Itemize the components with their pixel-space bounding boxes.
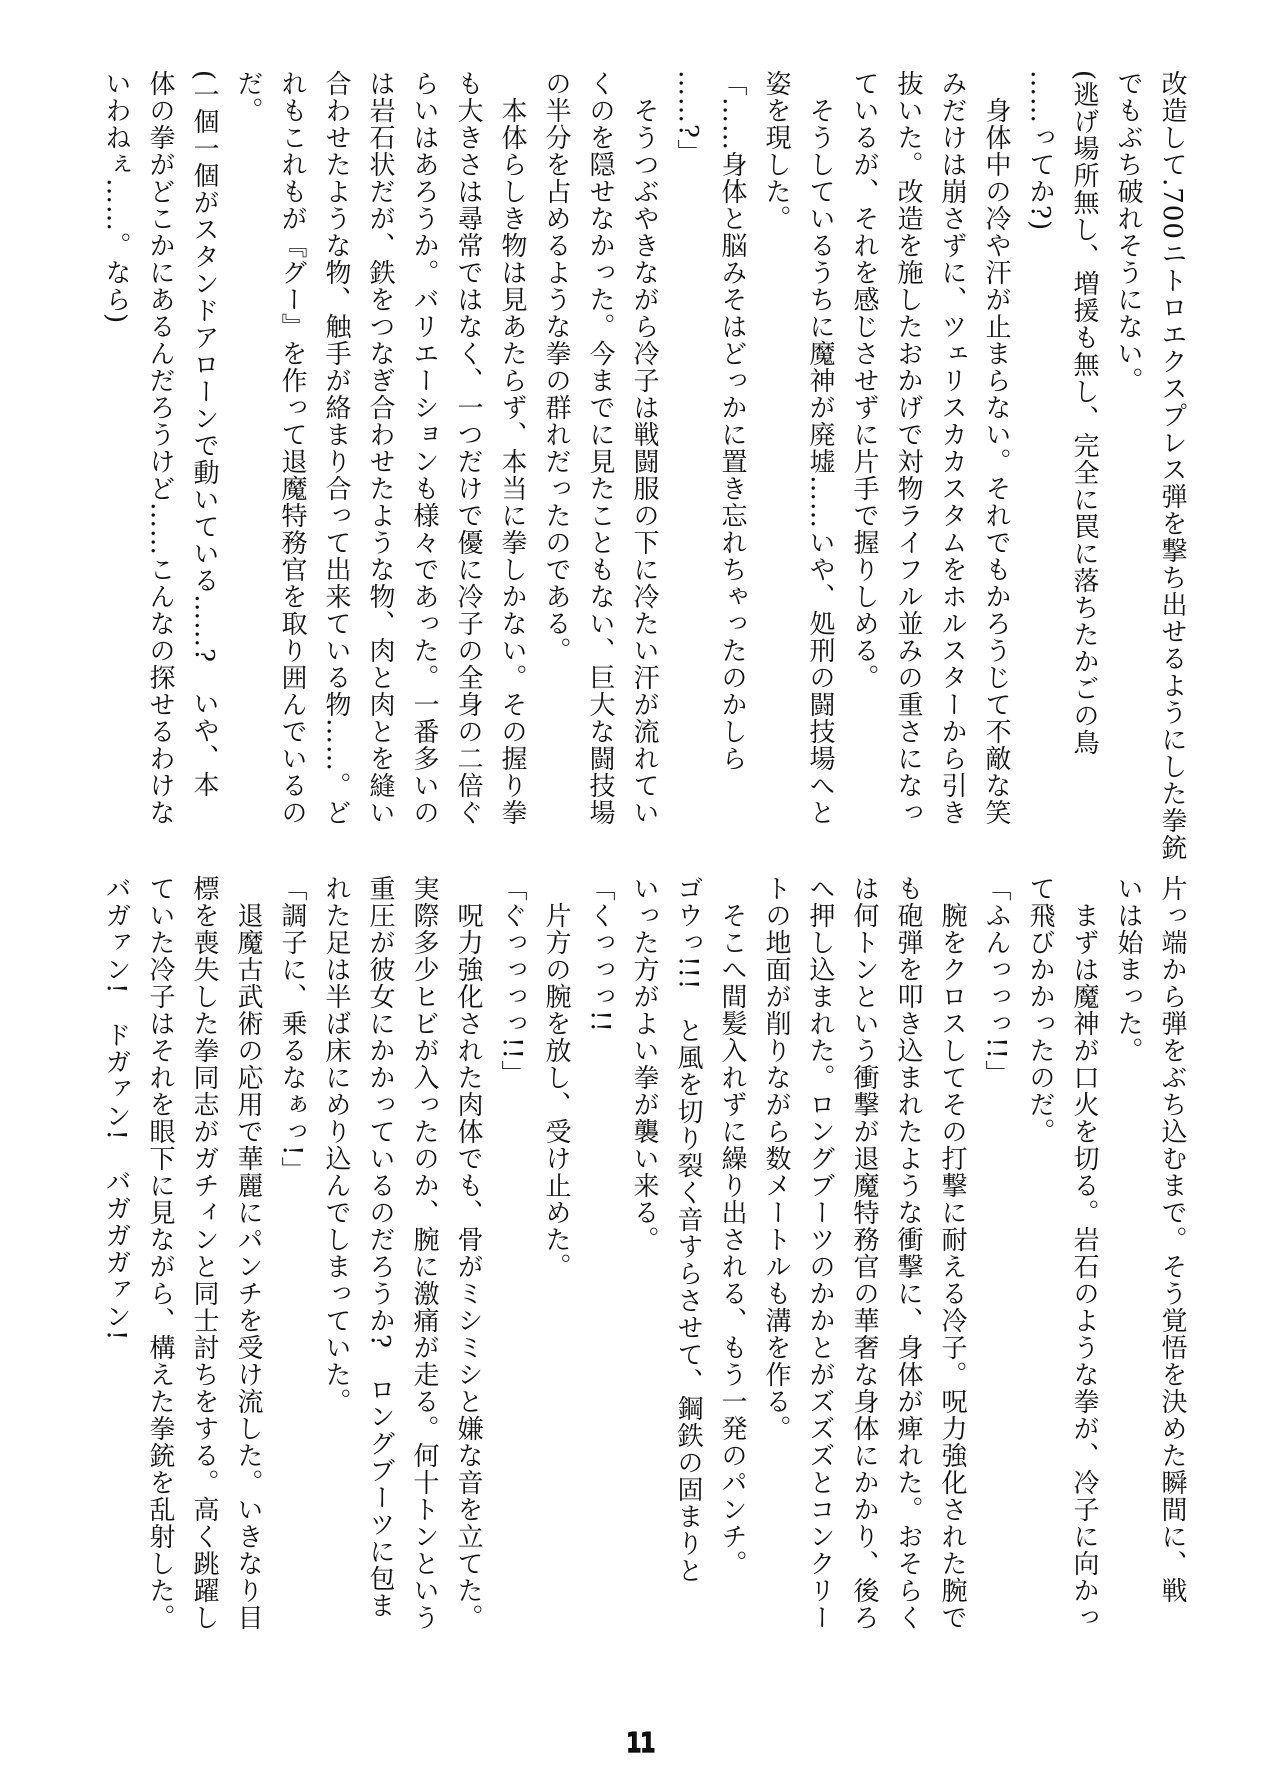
text-column: まずは魔神が口火を切る。岩石のような拳が、冷子に向かっ bbox=[1069, 875, 1099, 1631]
text-column: 体の拳がどこかにあるんだろうけど……こんなの探せるわけな bbox=[145, 70, 175, 826]
text-column: へ押し込まれた。ロングブーツのかかとがズズズとコンクリー bbox=[805, 875, 835, 1631]
text-column: 退魔古武術の応用で華麗にパンチを受け流した。いきなり目 bbox=[233, 875, 263, 1631]
page-number: 11 bbox=[626, 1726, 654, 1759]
text-column: トの地面が削りながら数メートルも溝を作る。 bbox=[761, 875, 791, 1442]
text-column: ……?」 bbox=[673, 70, 703, 166]
text-column: いった方がよい拳が襲い来る。 bbox=[629, 875, 659, 1253]
text-column: 腕をクロスしてその打撃に耐える冷子。呪力強化された腕で bbox=[937, 875, 967, 1631]
text-column: 「……身体と脳みそはどっかに置き忘れちゃったのかしら bbox=[717, 70, 747, 772]
text-column: 片っ端から弾をぶち込むまで。そう覚悟を決めた瞬間に、戦 bbox=[1157, 875, 1187, 1604]
text-column: も砲弾を叩き込まれたような衝撃に、身体が痺れた。おそらく bbox=[893, 875, 923, 1631]
text-column: いわねぇ……。なら) bbox=[101, 70, 131, 325]
text-column: は岩石状だが、鉄をつなぎ合わせたような物、肉と肉とを縫い bbox=[365, 70, 395, 826]
text-column: も大きさは尋常ではなく、一つだけで優に冷子の全身の二倍ぐ bbox=[453, 70, 483, 826]
text-column: の半分を占めるような拳の群れだったのである。 bbox=[541, 70, 571, 664]
text-column: れもこれもが『グー』を作って退魔特務官を取り囲んでいるの bbox=[277, 70, 307, 826]
text-column: は何トンという衝撃が退魔特務官の華奢な身体にかかり、後ろ bbox=[849, 875, 879, 1631]
text-column: 合わせたような物、触手が絡まり合って出来ている物……。ど bbox=[321, 70, 351, 826]
text-column: 「くっっっ!! bbox=[585, 875, 615, 1033]
text-column: ているが、それを感じさせずに片手で握りしめる。 bbox=[849, 70, 879, 691]
text-column: 身体中の冷や汗が止まらない。それでもかろうじて不敵な笑 bbox=[981, 70, 1011, 826]
text-column: そうつぶやきながら冷子は戦闘服の下に冷たい汗が流れてい bbox=[629, 70, 659, 826]
text-column: 本体らしき物は見あたらず、本当に拳しかない。その握り拳 bbox=[497, 70, 527, 826]
text-column: (逃げ場所無し、増援も無し、完全に罠に落ちたかごの鳥 bbox=[1069, 70, 1099, 757]
text-column: 標を喪失した拳同志がガチィンと同士討ちをする。高く跳躍し bbox=[189, 875, 219, 1631]
text-column: 重圧が彼女にかかっているのだろうか? ロングブーツに包ま bbox=[365, 875, 395, 1619]
text-column: くのを隠せなかった。今までに見たこともない、巨大な闘技場 bbox=[585, 70, 615, 826]
text-column: 抜いた。改造を施したおかげで対物ライフル並みの重さになっ bbox=[893, 70, 923, 826]
text-column: ……ってか?) bbox=[1025, 70, 1055, 232]
text-column: らいはあろうか。バリエーションも様々であった。一番多いの bbox=[409, 70, 439, 826]
text-column: て飛びかかったのだ。 bbox=[1025, 875, 1055, 1145]
text-column: バガァン! ドガァン! バガガガァン! bbox=[101, 875, 131, 1342]
text-column: 「ふんっっっ!!」 bbox=[981, 875, 1011, 1087]
text-column: 呪力強化された肉体でも、骨がミシミシと嫌な音を立てた。 bbox=[453, 875, 483, 1631]
text-column: いは始まった。 bbox=[1113, 875, 1143, 1064]
text-column: みだけは崩さずに、ツェリスカカスタムをホルスターから引き bbox=[937, 70, 967, 826]
text-column: そこへ間髪入れずに繰り出される、もう一発のパンチ。 bbox=[717, 875, 747, 1577]
lower-text-block bbox=[94, 875, 1194, 1645]
text-column: でもぶち破れそうにない。 bbox=[1113, 70, 1143, 394]
text-column: 実際多少ヒビが入ったのか、腕に激痛が走る。何十トンという bbox=[409, 875, 439, 1631]
text-column: ゴウっ!!! と風を切り裂く音すらさせて、鋼鉄の固まりと bbox=[673, 875, 703, 1585]
text-column: 「ぐっっっっ!!」 bbox=[497, 875, 527, 1087]
upper-text-block bbox=[94, 70, 1194, 861]
text-column: だ。 bbox=[233, 70, 263, 124]
text-column: れた足は半ば床にめり込んでしまっていた。 bbox=[321, 875, 351, 1415]
text-column: 「調子に、乗るなぁっ!」 bbox=[277, 875, 307, 1184]
text-column: (一個一個がスタンドアローンで動いている……? いや、本 bbox=[189, 70, 219, 799]
text-column: 姿を現した。 bbox=[761, 70, 791, 232]
text-column: 片方の腕を放し、受け止めた。 bbox=[541, 875, 571, 1280]
text-column: ていた冷子はそれを眼下に見ながら、構えた拳銃を乱射した。 bbox=[145, 875, 175, 1631]
text-column: 改造して.700ニトロエクスプレス弾を撃ち出せるようにした拳銃 bbox=[1157, 70, 1187, 861]
text-column: そうしているうちに魔神が廃墟……いや、処刑の闘技場へと bbox=[805, 70, 835, 826]
